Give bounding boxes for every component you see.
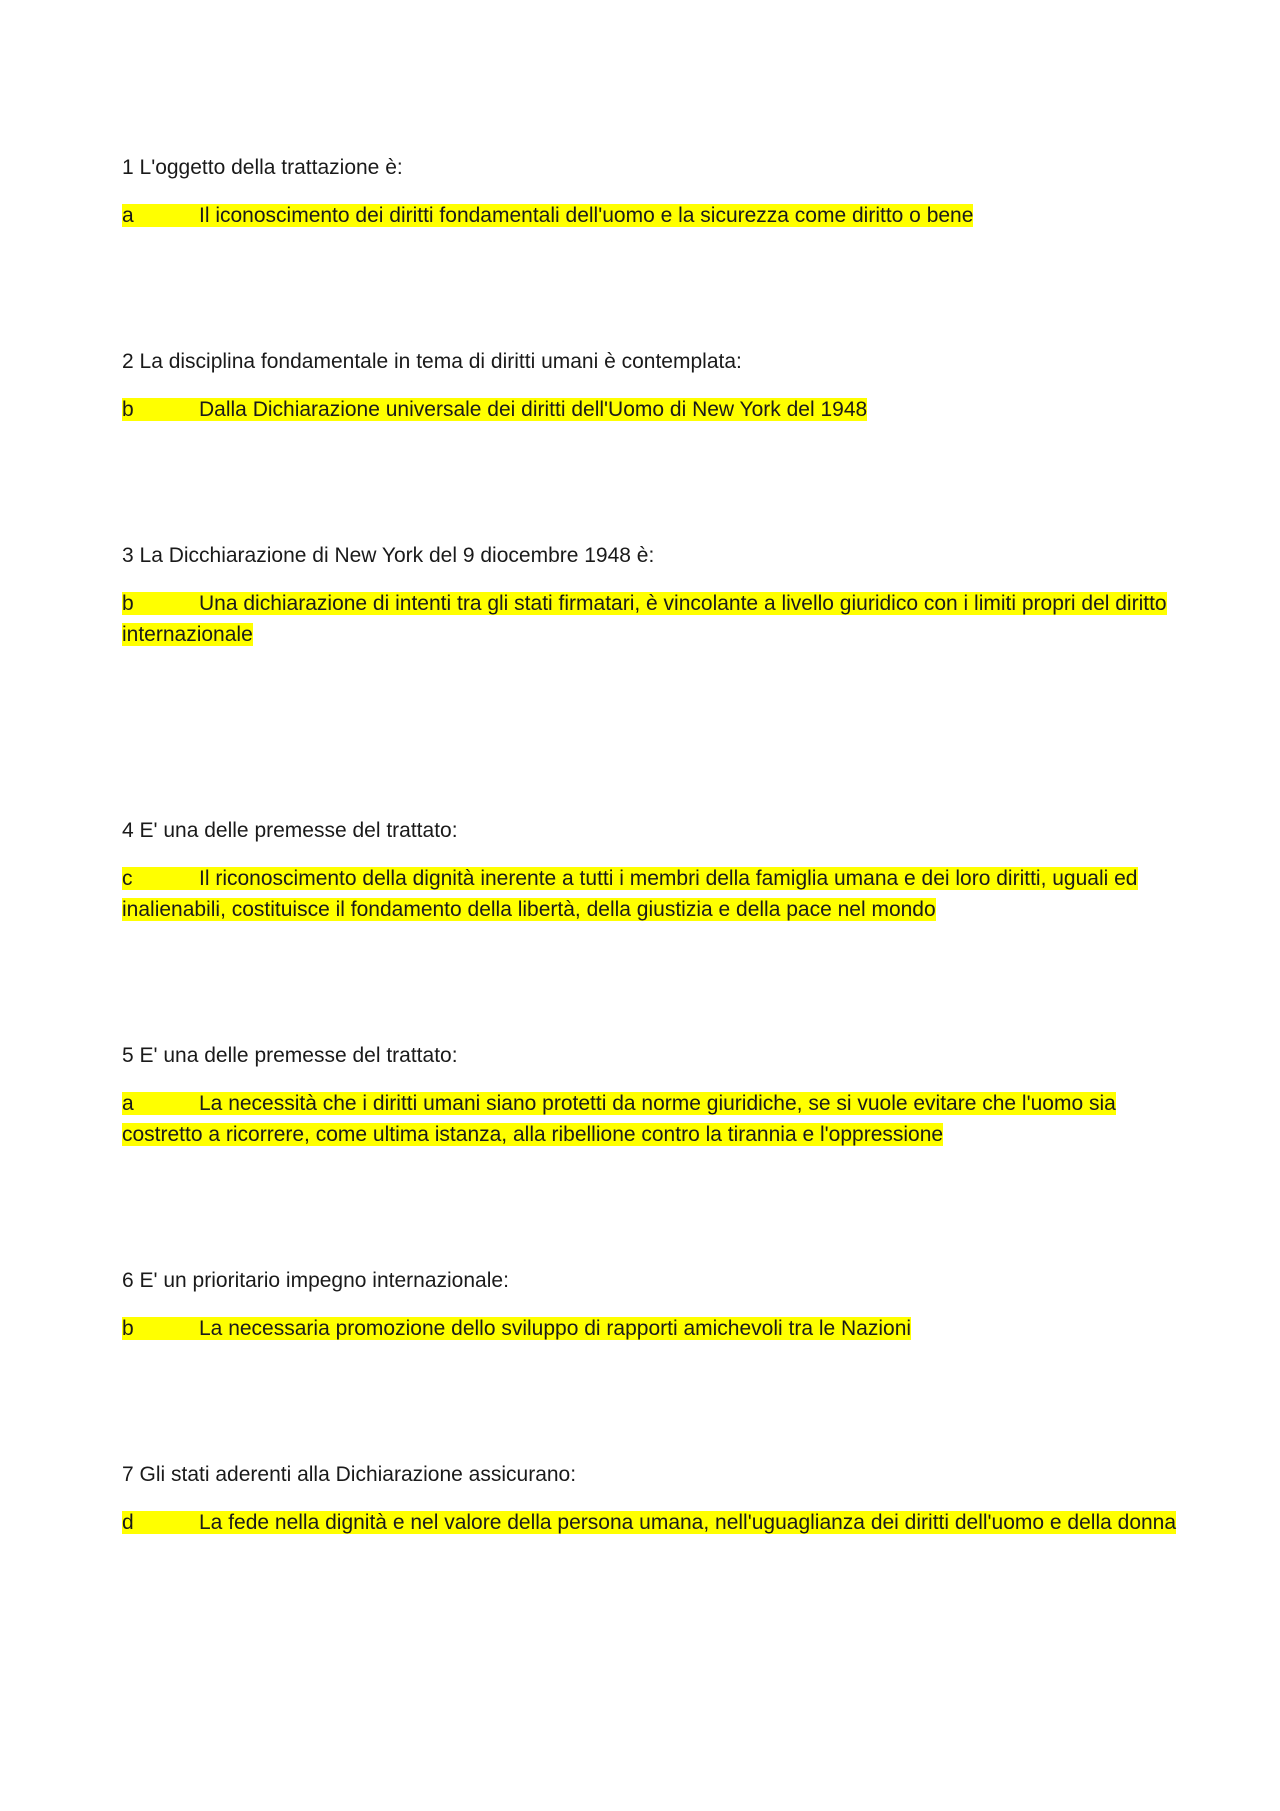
answer-text bbox=[122, 588, 1182, 650]
question-text: 7 Gli stati aderenti alla Dichiarazione assicurano: bbox=[122, 1463, 577, 1486]
answer-body: La fede nella dignità e nel valore della persona umana, nell'uguaglianza dei diritti dell'uomo e della donna bbox=[199, 1511, 1177, 1534]
question-text: 2 La disciplina fondamentale in tema di diritti umani è contemplata: bbox=[122, 350, 742, 373]
answer-text bbox=[122, 394, 1182, 425]
answer-highlight bbox=[122, 398, 867, 421]
answer-text bbox=[122, 863, 1182, 925]
question-text: 4 E' una delle premesse del trattato: bbox=[122, 819, 458, 842]
answer-body: Il iconoscimento dei diritti fondamentali dell'uomo e la sicurezza come diritto o bene bbox=[199, 204, 974, 227]
answer-letter: b bbox=[122, 1317, 134, 1340]
question-block-3 bbox=[122, 541, 1182, 650]
answer-text bbox=[122, 200, 1182, 231]
question-block-2 bbox=[122, 347, 1182, 425]
answer-letter: b bbox=[122, 398, 134, 421]
answer-body: Una dichiarazione di intenti tra gli stati firmatari, è vincolante a livello giuridico con i limiti propri del diritto internazionale bbox=[122, 592, 1167, 646]
question-block-4 bbox=[122, 816, 1182, 925]
answer-highlight bbox=[122, 1092, 1116, 1146]
answer-letter: d bbox=[122, 1511, 134, 1534]
question-block-7 bbox=[122, 1460, 1182, 1538]
answer-text bbox=[122, 1507, 1182, 1538]
question-text: 5 E' una delle premesse del trattato: bbox=[122, 1044, 458, 1067]
answer-letter: a bbox=[122, 1092, 134, 1115]
answer-highlight bbox=[122, 592, 1167, 646]
question-text: 6 E' un prioritario impegno internazionale: bbox=[122, 1269, 509, 1292]
question-text: 3 La Dicchiarazione di New York del 9 diocembre 1948 è: bbox=[122, 544, 655, 567]
answer-highlight bbox=[122, 1317, 911, 1340]
question-block-5 bbox=[122, 1041, 1182, 1150]
answer-highlight bbox=[122, 204, 973, 227]
answer-body: La necessità che i diritti umani siano protetti da norme giuridiche, se si vuole evitare che l'uomo sia costretto a ricorrere, come ultima istanza, alla ribellione contro la tirannia e l'oppressione bbox=[122, 1092, 1116, 1146]
answer-letter: a bbox=[122, 204, 134, 227]
answer-body: Il riconoscimento della dignità inerente a tutti i membri della famiglia umana e dei loro diritti, uguali ed inalienabili, costituisce il fondamento della libertà, della giustizia e della pace nel mondo bbox=[122, 867, 1138, 921]
question-block-6 bbox=[122, 1266, 1182, 1344]
answer-body: La necessaria promozione dello sviluppo di rapporti amichevoli tra le Nazioni bbox=[199, 1317, 912, 1340]
question-text: 1 L'oggetto della trattazione è: bbox=[122, 156, 403, 179]
answer-body: Dalla Dichiarazione universale dei diritti dell'Uomo di New York del 1948 bbox=[199, 398, 868, 421]
answer-letter: c bbox=[122, 867, 133, 890]
answer-text bbox=[122, 1088, 1182, 1150]
answer-text bbox=[122, 1313, 1182, 1344]
answer-letter: b bbox=[122, 592, 134, 615]
answer-highlight bbox=[122, 867, 1138, 921]
question-block-1 bbox=[122, 153, 1182, 231]
answer-highlight bbox=[122, 1511, 1176, 1534]
